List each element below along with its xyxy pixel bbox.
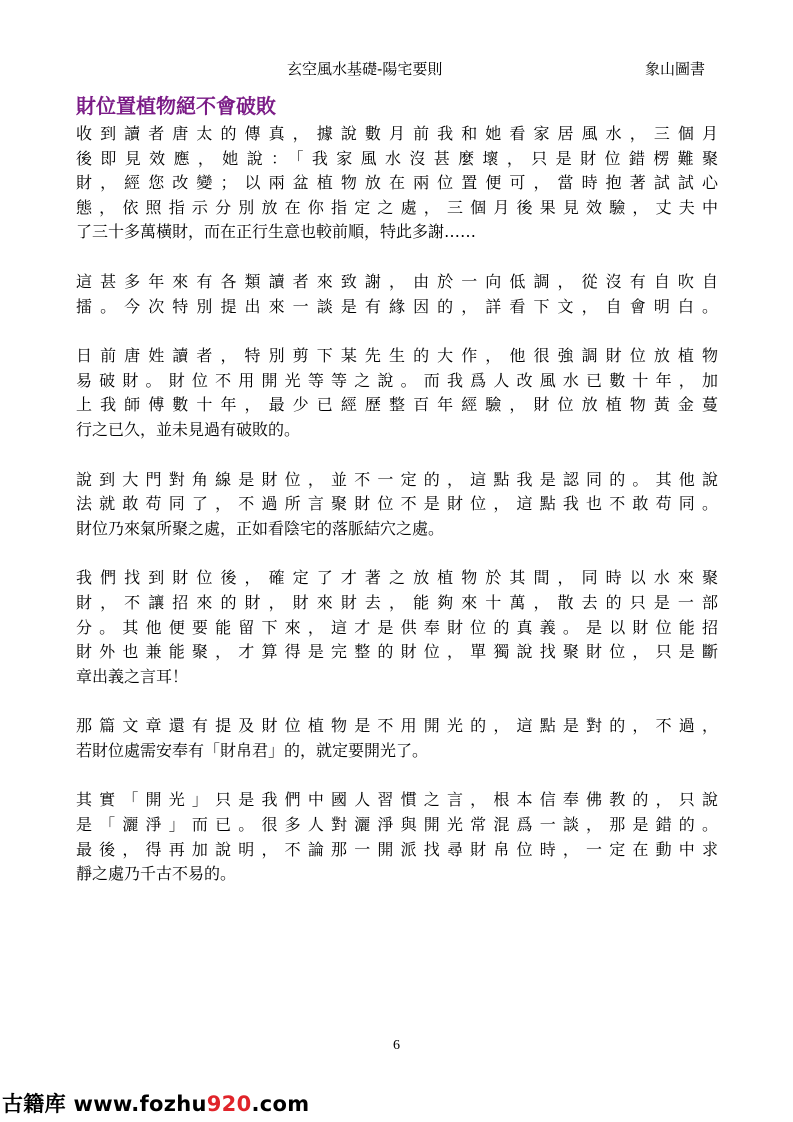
text-line: 這甚多年來有各類讀者來致謝，由於一向低調，從沒有自吹自 xyxy=(76,271,718,291)
text-line: 我們找到財位後，確定了才著之放植物於其間，同時以水來聚 xyxy=(76,568,718,588)
text-line: 其實「開光」只是我們中國人習慣之言，根本信奉佛教的，只說 xyxy=(76,790,718,810)
paragraph xyxy=(76,566,718,689)
paragraph xyxy=(76,468,718,542)
paragraph xyxy=(76,344,718,442)
text-line: 財，經您改變；以兩盆植物放在兩位置便可，當時抱著試試心 xyxy=(76,173,718,193)
document-header-publisher: 象山圖書 xyxy=(645,60,706,78)
text-line: 了三十多萬橫財，而在正行生意也較前順，特此多謝…… xyxy=(76,222,477,242)
text-line: 行之已久，並未見過有破敗的。 xyxy=(76,419,301,439)
text-line: 章出義之言耳！ xyxy=(76,666,189,686)
paragraph xyxy=(76,788,718,886)
article-body xyxy=(76,122,718,912)
watermark-url-part: www.fozhu xyxy=(73,1092,207,1116)
text-line: 擂。今次特別提出來一談是有緣因的，詳看下文，自會明白。 xyxy=(76,296,718,316)
watermark-url-part: .com xyxy=(251,1092,310,1116)
text-line: 上我師傅數十年，最少已經歷整百年經驗，財位放植物黃金蔓 xyxy=(76,395,718,415)
text-line: 財位乃來氣所聚之處，正如看陰宅的落脈結穴之處。 xyxy=(76,518,445,538)
text-line: 說到大門對角線是財位，並不一定的，這點我是認同的。其他說 xyxy=(76,469,718,489)
watermark-site-name: 古籍库 xyxy=(2,1092,66,1116)
text-line: 分。其他便要能留下來，這才是供奉財位的真義。是以財位能招 xyxy=(76,617,718,637)
text-line: 那篇文章還有提及財位植物是不用開光的，這點是對的，不過， xyxy=(76,716,718,736)
text-line: 若財位處需安奉有「財帛君」的，就定要開光了。 xyxy=(76,740,429,760)
text-line: 財外也兼能聚，才算得是完整的財位，單獨說找聚財位，只是斷 xyxy=(76,642,718,662)
text-line: 財，不讓招來的財，財來財去，能夠來十萬，散去的只是一部 xyxy=(76,592,718,612)
text-line: 最後，得再加說明，不論那一開派找尋財帛位時，一定在動中求 xyxy=(76,839,718,859)
site-watermark[interactable] xyxy=(2,1088,309,1118)
paragraph xyxy=(76,714,718,763)
watermark-url-part: 920 xyxy=(206,1092,252,1116)
document-header-title: 玄空風水基礎-陽宅要則 xyxy=(287,60,443,78)
text-line: 靜之處乃千古不易的。 xyxy=(76,864,237,884)
paragraph xyxy=(76,270,718,319)
text-line: 日前唐姓讀者，特別剪下某先生的大作，他很強調財位放植物 xyxy=(76,346,718,366)
paragraph xyxy=(76,122,718,245)
text-line: 後即見效應，她說：「我家風水沒甚麼壞，只是財位錯楞難聚 xyxy=(76,148,718,168)
article-title: 財位置植物絕不會破敗 xyxy=(76,94,276,118)
text-line: 收到讀者唐太的傳真，據說數月前我和她看家居風水，三個月 xyxy=(76,124,718,143)
text-line: 易破財。財位不用開光等等之說。而我爲人改風水已數十年，加 xyxy=(76,370,718,390)
text-line: 是「灑淨」而已。很多人對灑淨與開光常混爲一談，那是錯的。 xyxy=(76,815,718,835)
text-line: 態，依照指示分別放在你指定之處，三個月後果見效驗，丈夫中 xyxy=(76,197,718,217)
page-number: 6 xyxy=(393,1038,400,1053)
text-line: 法就敢苟同了，不過所言聚財位不是財位，這點我也不敢苟同。 xyxy=(76,494,718,514)
